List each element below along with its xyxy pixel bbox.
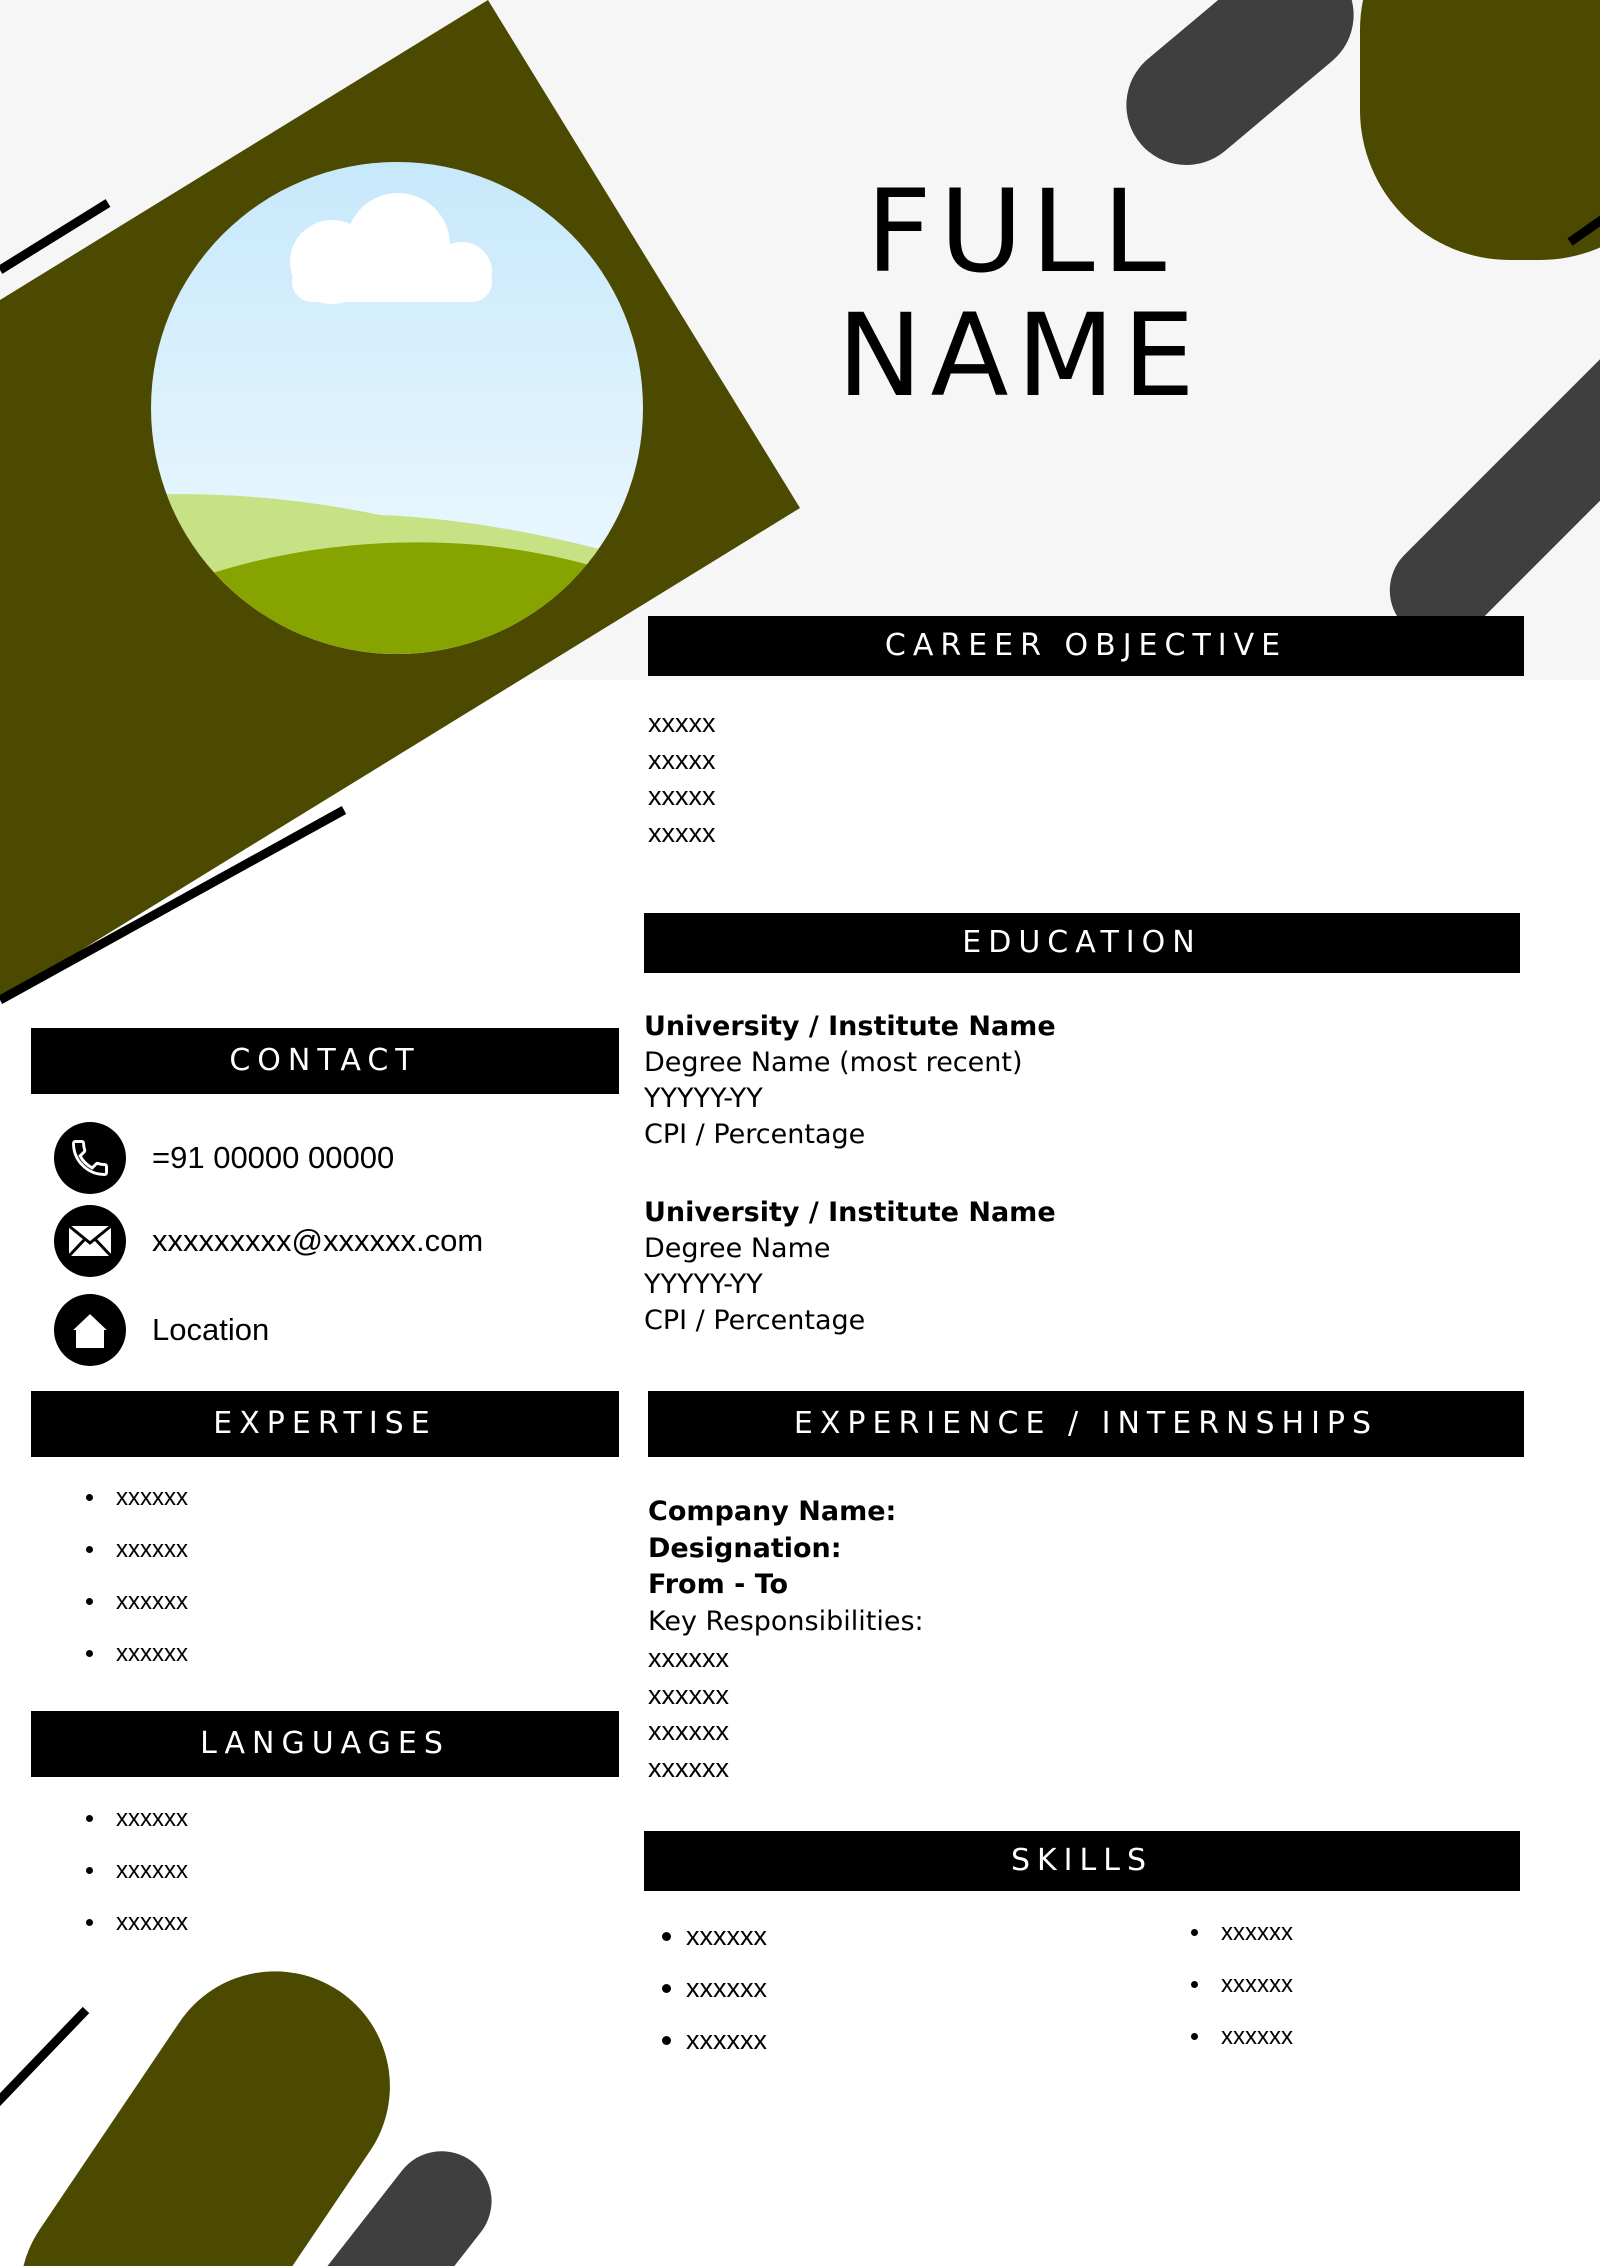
objective-line: xxxxx — [648, 708, 716, 738]
responsibility-item: xxxxxx — [648, 1679, 729, 1710]
email-icon — [54, 1205, 126, 1277]
bottom-left-accent-line — [0, 2010, 86, 2110]
list-item: xxxxxx — [86, 1524, 188, 1576]
objective-line: xxxxx — [648, 781, 716, 811]
designation-label: Designation: — [648, 1532, 842, 1564]
responsibility-item: xxxxxx — [648, 1716, 729, 1746]
languages-heading: LANGUAGES — [31, 1711, 619, 1777]
full-name-line-1: FULL — [865, 165, 1175, 298]
list-item: xxxxxx — [1191, 1959, 1293, 2011]
education-heading: EDUCATION — [644, 913, 1520, 973]
email-address: xxxxxxxxx@xxxxxx.com — [152, 1223, 484, 1258]
skills-heading: SKILLS — [644, 1831, 1520, 1891]
expertise-heading: EXPERTISE — [31, 1391, 619, 1457]
full-name — [780, 165, 1260, 422]
degree-years: YYYYY-YY — [644, 1083, 763, 1114]
list-item: xxxxxx — [86, 1897, 188, 1949]
list-item: xxxxxx — [1191, 1907, 1293, 1959]
degree-name: Degree Name (most recent) — [644, 1047, 1023, 1078]
degree-years: YYYYY-YY — [644, 1269, 763, 1300]
responsibility-item: xxxxxx — [648, 1752, 729, 1783]
institution-name: University / Institute Name — [644, 1011, 1056, 1042]
skills-list-left — [662, 1910, 767, 2066]
period-label: From - To — [648, 1569, 789, 1600]
responsibilities-label: Key Responsibilities: — [648, 1605, 924, 1637]
expertise-list — [86, 1472, 188, 1680]
skills-list-right — [1191, 1907, 1293, 2063]
career-objective-heading: CAREER OBJECTIVE — [648, 616, 1524, 676]
home-icon — [54, 1294, 126, 1366]
full-name-line-2: NAME — [837, 289, 1203, 422]
contact-heading: CONTACT — [31, 1028, 619, 1094]
list-item: xxxxxx — [662, 1962, 767, 2014]
list-item: xxxxxx — [86, 1845, 188, 1897]
list-item: xxxxxx — [86, 1576, 188, 1628]
career-objective-text — [648, 705, 716, 851]
list-item: xxxxxx — [662, 2014, 767, 2066]
list-item: xxxxxx — [86, 1793, 188, 1845]
languages-list — [86, 1793, 188, 1949]
list-item: xxxxxx — [86, 1628, 188, 1680]
contact-phone — [54, 1122, 394, 1194]
phone-icon — [54, 1122, 126, 1194]
objective-line: xxxxx — [648, 744, 716, 775]
company-name-label: Company Name: — [648, 1496, 897, 1527]
institution-name: University / Institute Name — [644, 1197, 1056, 1228]
degree-name: Degree Name — [644, 1233, 831, 1264]
experience-entry — [648, 1494, 924, 1786]
responsibility-item: xxxxxx — [648, 1643, 729, 1673]
education-entry — [644, 1195, 1056, 1339]
list-item: xxxxxx — [1191, 2011, 1293, 2063]
list-item: xxxxxx — [662, 1910, 767, 1962]
degree-score: CPI / Percentage — [644, 1119, 866, 1150]
list-item: xxxxxx — [86, 1472, 188, 1524]
degree-score: CPI / Percentage — [644, 1305, 866, 1336]
experience-heading: EXPERIENCE / INTERNSHIPS — [648, 1391, 1524, 1457]
education-entry — [644, 1009, 1056, 1153]
phone-number: =91 00000 00000 — [152, 1140, 395, 1175]
contact-location — [54, 1294, 269, 1366]
location-text: Location — [152, 1312, 270, 1347]
contact-email — [54, 1205, 483, 1277]
objective-line: xxxxx — [648, 817, 716, 848]
